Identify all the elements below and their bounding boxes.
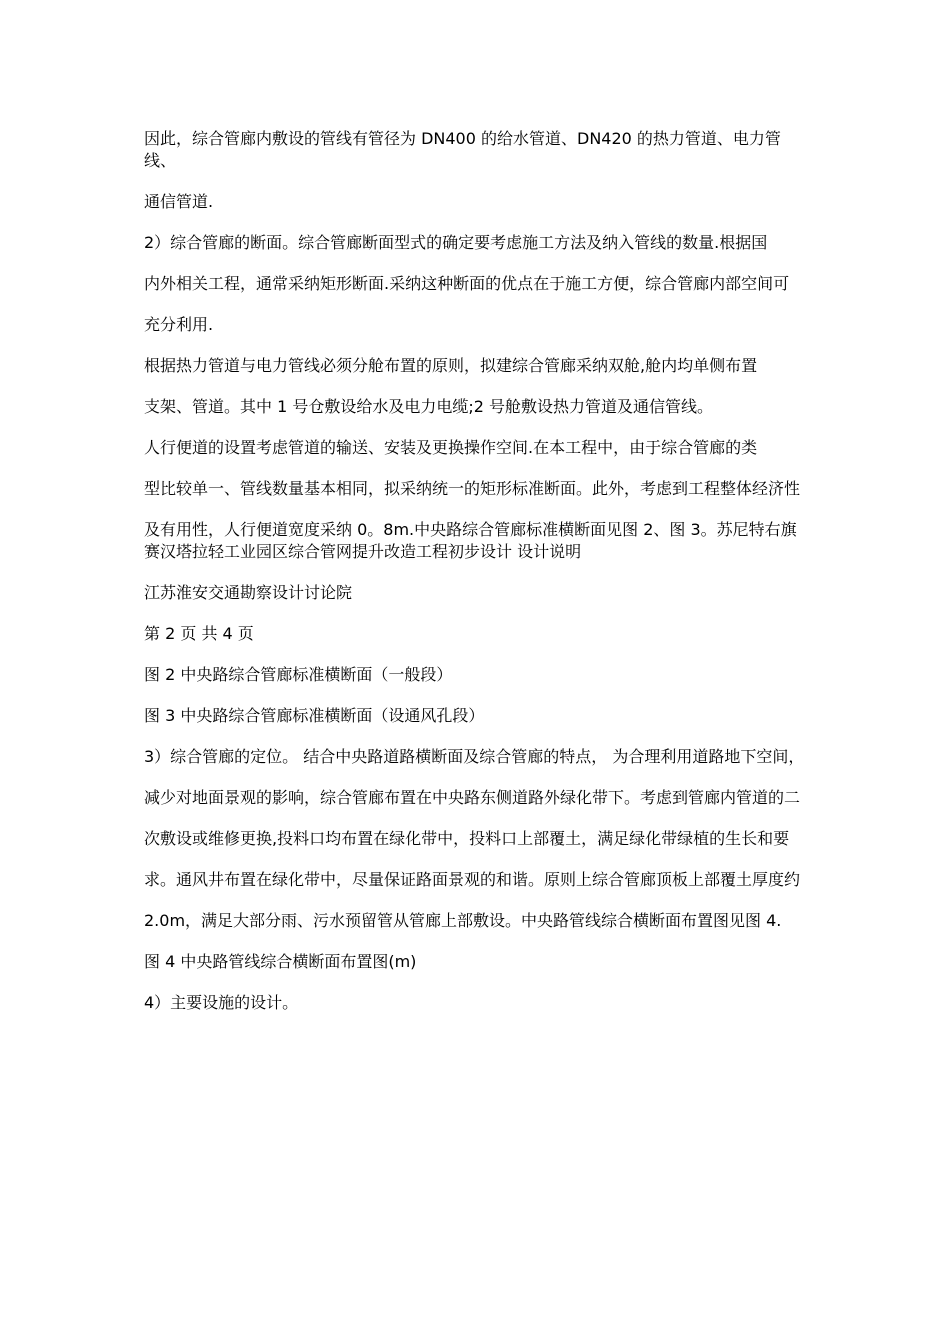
- paragraph-11: 江苏淮安交通勘察设计讨论院: [144, 583, 353, 602]
- paragraph-5: 充分利用.: [144, 315, 214, 334]
- paragraph-1: 因此，综合管廊内敷设的管线有管径为 DN400 的给水管道、DN420 的热力管道、电力管线、: [144, 129, 781, 170]
- figure-caption-2: 图 2 中央路综合管廊标准横断面（一般段）: [144, 665, 453, 684]
- paragraph-8: 人行便道的设置考虑管道的输送、安装及更换操作空间.在本工程中，由于综合管廊的类: [144, 438, 758, 457]
- paragraph-6: 根据热力管道与电力管线必须分舱布置的原则，拟建综合管廊采纳双舱,舱内均单侧布置: [144, 356, 758, 375]
- page-number: 第 2 页 共 4 页: [144, 624, 254, 643]
- section-heading-4: 4）主要设施的设计。: [144, 993, 299, 1012]
- paragraph-10: 及有用性，人行便道宽度采纳 0。8m.中央路综合管廊标准横断面见图 2、图 3。苏尼特右旗赛汉塔拉轻工业园区综合管网提升改造工程初步设计 设计说明: [144, 520, 797, 561]
- paragraph-2: 通信管道.: [144, 192, 214, 211]
- paragraph-18: 求。通风井布置在绿化带中，尽量保证路面景观的和谐。原则上综合管廊顶板上部覆土厚度约: [144, 870, 801, 889]
- paragraph-16: 减少对地面景观的影响，综合管廊布置在中央路东侧道路外绿化带下。考虑到管廊内管道的二: [144, 788, 801, 807]
- figure-caption-3: 图 3 中央路综合管廊标准横断面（设通风孔段）: [144, 706, 485, 725]
- paragraph-4: 内外相关工程，通常采纳矩形断面.采纳这种断面的优点在于施工方便，综合管廊内部空间可: [144, 274, 790, 293]
- paragraph-7: 支架、管道。其中 1 号仓敷设给水及电力电缆;2 号舱敷设热力管道及通信管线。: [144, 397, 714, 416]
- figure-caption-4: 图 4 中央路管线综合横断面布置图(m): [144, 952, 417, 971]
- document-body: [144, 128, 812, 1033]
- paragraph-19: 2.0m，满足大部分雨、污水预留管从管廊上部敷设。中央路管线综合横断面布置图见图 4.: [144, 911, 782, 930]
- paragraph-3: 2）综合管廊的断面。综合管廊断面型式的确定要考虑施工方法及纳入管线的数量.根据国: [144, 233, 768, 252]
- paragraph-9: 型比较单一、管线数量基本相同，拟采纳统一的矩形标准断面。此外，考虑到工程整体经济性: [144, 479, 801, 498]
- paragraph-17: 次敷设或维修更换,投料口均布置在绿化带中，投料口上部覆土，满足绿化带绿植的生长和要: [144, 829, 790, 848]
- paragraph-15: 3）综合管廊的定位。 结合中央路道路横断面及综合管廊的特点， 为合理利用道路地下空间，: [144, 747, 805, 766]
